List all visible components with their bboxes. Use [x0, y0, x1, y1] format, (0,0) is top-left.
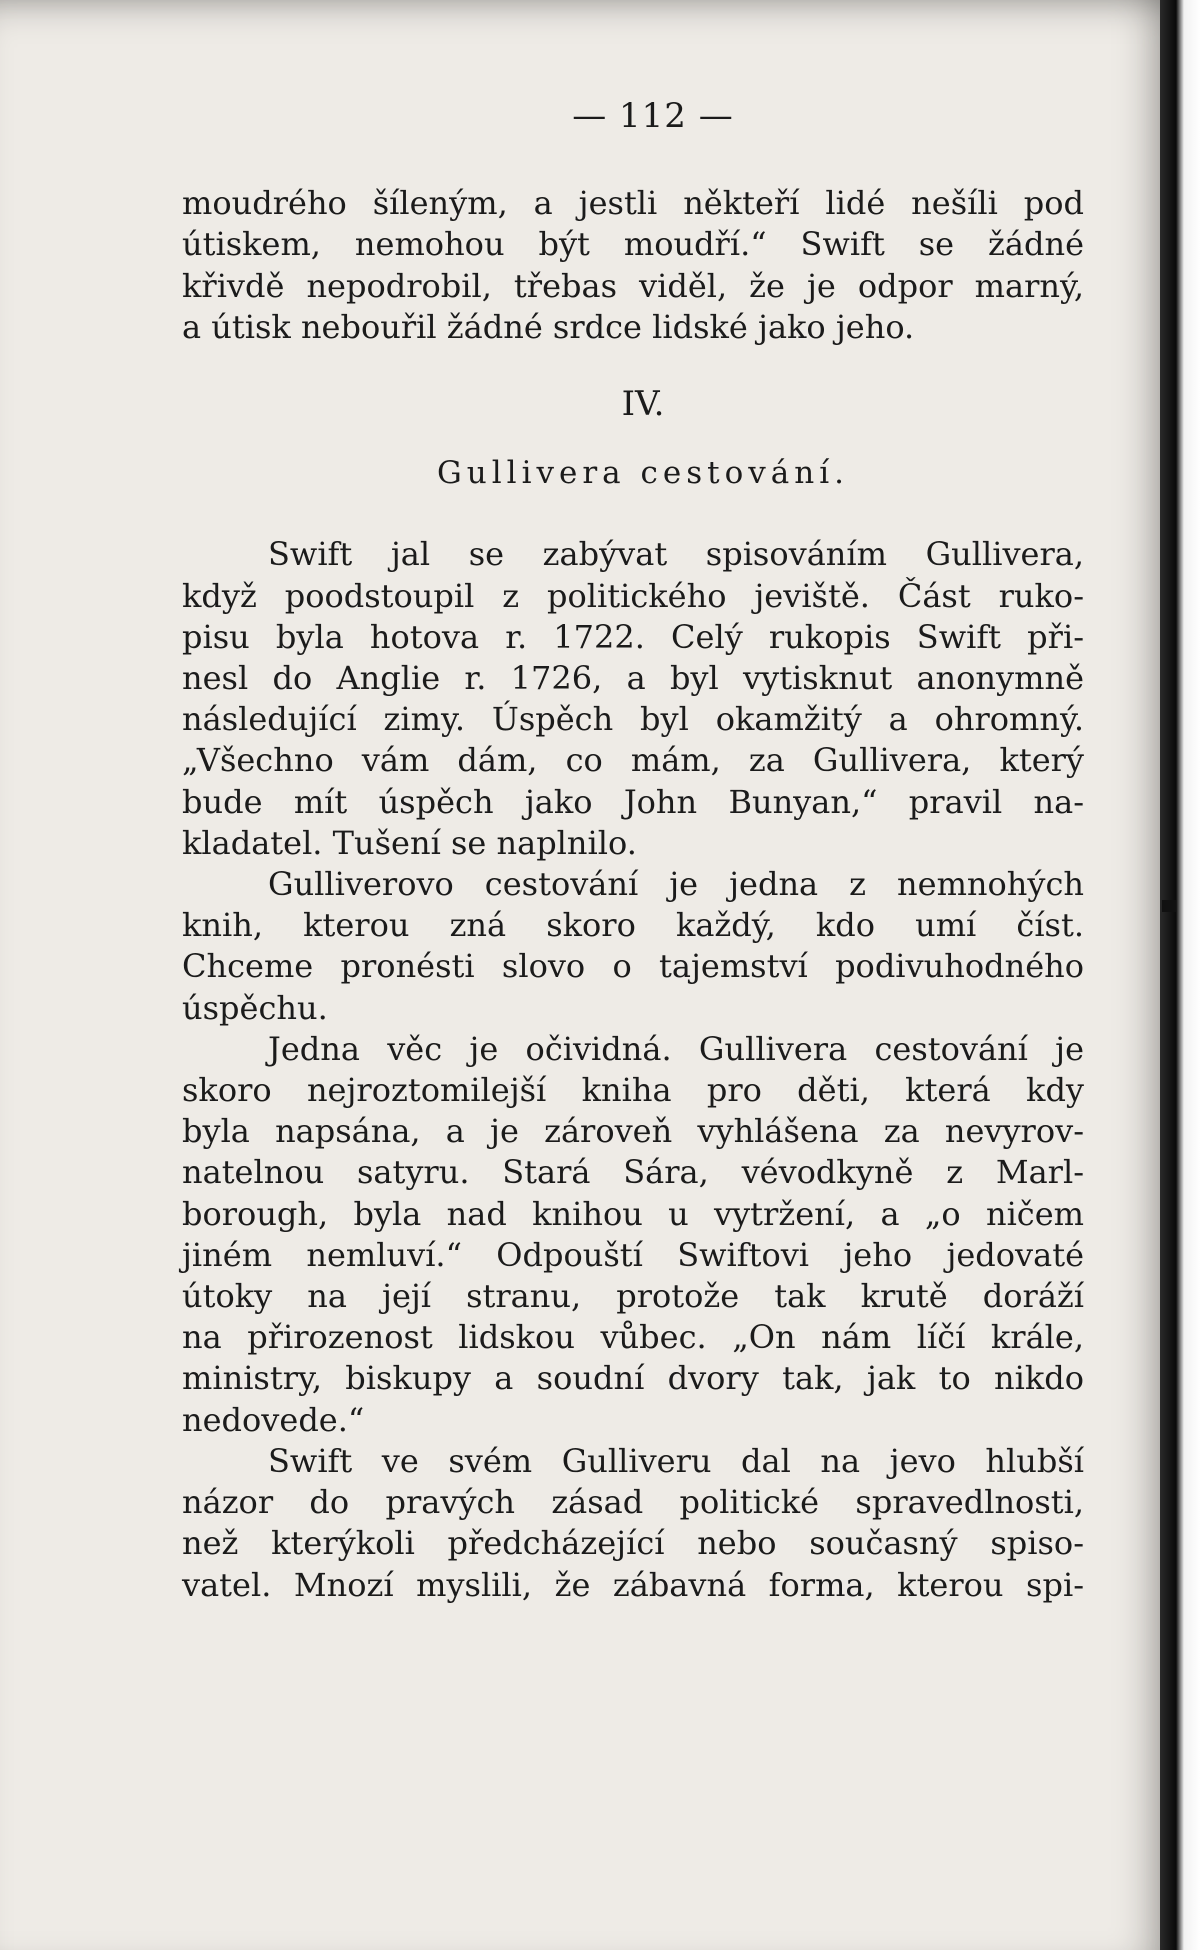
text-line: na přirozenost lidskou vůbec. „On nám líčí krále, — [182, 1318, 1084, 1357]
chapter-title: Gullivera cestování. — [437, 455, 849, 492]
text-line: bude mít úspěch jako John Bunyan,“ pravil na- — [182, 782, 1084, 821]
text-line: útiskem, nemohou být moudří.“ Swift se žádné — [182, 225, 1084, 264]
text-line: natelnou satyru. Stará Sára, vévodkyně z Marl- — [182, 1153, 1084, 1192]
paragraph — [182, 1029, 1084, 1441]
edge-mark — [1162, 900, 1176, 912]
text-line: Swift ve svém Gulliveru dal na jevo hlubší — [268, 1441, 1084, 1480]
text-line: pisu byla hotova r. 1722. Celý rukopis Swift při- — [182, 617, 1084, 656]
text-line: vatel. Mnozí myslili, že zábavná forma, kterou spi- — [182, 1565, 1084, 1604]
text-line: Jedna věc je očividná. Gullivera cestování je — [268, 1029, 1084, 1068]
text-line: úspěchu. — [182, 988, 328, 1027]
text-line: Swift jal se zabývat spisováním Gullivera, — [268, 535, 1084, 574]
text-line: borough, byla nad knihou u vytržení, a „o ničem — [182, 1194, 1084, 1233]
text-line: kladatel. Tušení se naplnilo. — [182, 823, 637, 862]
text-line: knih, kterou zná skoro každý, kdo umí číst. — [182, 906, 1084, 945]
page-text — [182, 96, 1084, 1606]
text-line: „Všechno vám dám, co mám, za Gullivera, který — [182, 741, 1084, 780]
text-line: moudrého šíleným, a jestli někteří lidé nešíli pod — [182, 184, 1084, 223]
page-number: — 112 — — [572, 96, 734, 136]
text-line: byla napsána, a je zároveň vyhlášena za nevyrov- — [182, 1112, 1084, 1151]
text-line: útoky na její stranu, protože tak krutě doráží — [182, 1277, 1084, 1316]
text-line: Gulliverovo cestování je jedna z nemnohých — [268, 865, 1084, 904]
text-line: a útisk nebouřil žádné srdce lidské jako jeho. — [182, 307, 915, 346]
paragraph — [182, 183, 1084, 348]
text-line: skoro nejroztomilejší kniha pro děti, která kdy — [182, 1071, 1084, 1110]
text-line: Chceme pronésti slovo o tajemství podivuhodného — [182, 947, 1084, 986]
paragraph — [182, 534, 1084, 864]
text-line: když poodstoupil z politického jeviště. Část ruko- — [182, 576, 1084, 615]
text-line: názor do pravých zásad politické spravedlnosti, — [182, 1483, 1084, 1522]
page-edge-shadow — [1160, 0, 1200, 1950]
chapter-number: IV. — [621, 384, 665, 425]
text-line: nedovede.“ — [182, 1400, 365, 1439]
paragraph — [182, 1441, 1084, 1606]
text-line: ministry, biskupy a soudní dvory tak, jak to nikdo — [182, 1359, 1084, 1398]
text-line: následující zimy. Úspěch byl okamžitý a ohromný. — [182, 700, 1084, 739]
paragraph — [182, 864, 1084, 1029]
text-line: křivdě nepodrobil, třebas viděl, že je odpor marný, — [182, 266, 1084, 305]
text-line: jiném nemluví.“ Odpouští Swiftovi jeho jedovaté — [182, 1235, 1084, 1274]
text-line: nesl do Anglie r. 1726, a byl vytisknut anonymně — [182, 659, 1084, 698]
text-line: než kterýkoli předcházející nebo současný spiso- — [182, 1524, 1084, 1563]
